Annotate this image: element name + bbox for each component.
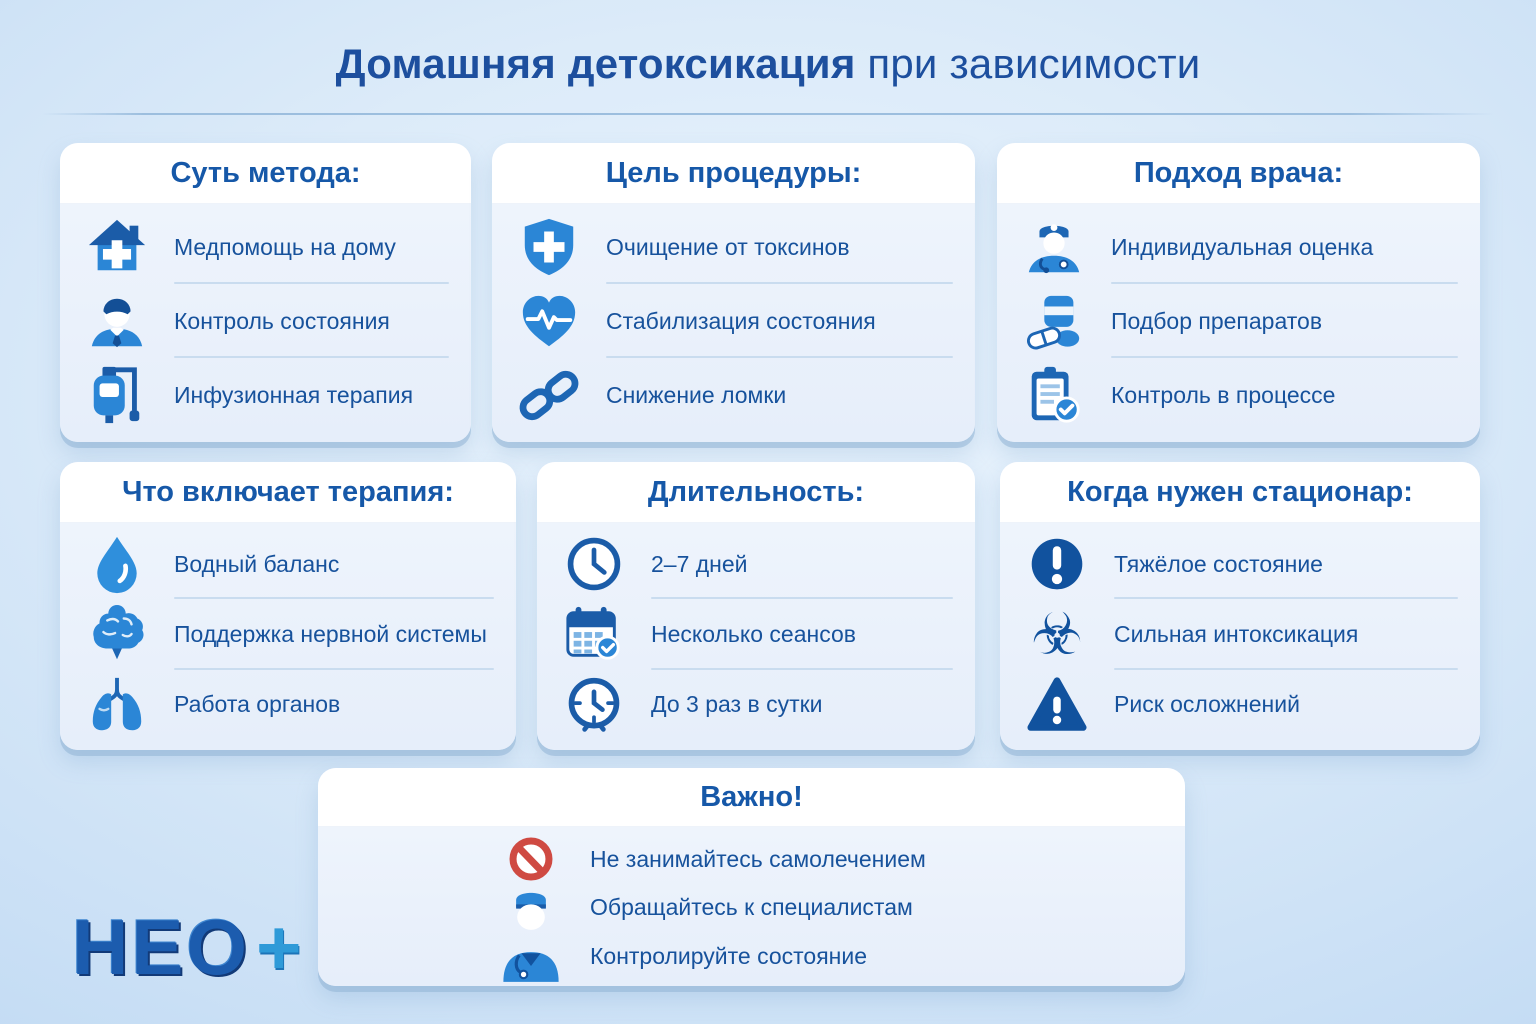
item-label: Сильная интоксикация — [1114, 620, 1359, 647]
card-title: Суть метода: — [170, 156, 361, 189]
list-item — [557, 529, 959, 599]
card-header — [1000, 462, 1480, 523]
list-item — [80, 358, 455, 432]
card-header — [60, 143, 471, 204]
heart-pulse-icon — [512, 290, 586, 352]
brand-logo — [72, 902, 305, 992]
alarm-clock-icon — [557, 675, 631, 735]
card-body — [60, 523, 516, 750]
card-therapy-includes — [60, 462, 516, 750]
item-label: Несколько сеансов — [651, 620, 856, 647]
item-label: Тяжёлое состояние — [1114, 550, 1323, 577]
card-header — [492, 143, 975, 204]
card-title: Цель процедуры: — [605, 156, 862, 189]
list-item — [80, 284, 455, 358]
brand-logo-text: НЕО — [72, 903, 251, 991]
card-doctor-approach — [997, 143, 1480, 442]
item-label: Поддержка нервной системы — [174, 620, 487, 647]
list-item — [1017, 284, 1464, 358]
item-label: Очищение от токсинов — [606, 233, 850, 260]
item-label: Подбор препаратов — [1111, 307, 1323, 334]
iv-bag-icon — [80, 364, 154, 426]
surgeon-icon — [488, 883, 574, 983]
clipboard-check-icon — [1017, 364, 1091, 426]
item-label: 2–7 дней — [651, 550, 748, 577]
clock-icon — [557, 534, 631, 594]
lungs-icon — [80, 674, 154, 736]
item-label: Контроль состояния — [174, 307, 390, 334]
item-label: До 3 раз в сутки — [651, 691, 823, 718]
card-title: Важно! — [700, 780, 803, 813]
item-label: Инфузионная терапия — [174, 381, 414, 408]
page-title-regular: при зависимости — [855, 40, 1201, 87]
list-item — [512, 210, 959, 284]
card-duration — [537, 462, 975, 750]
list-item — [1020, 599, 1464, 669]
item-label: Медпомощь на дому — [174, 233, 396, 260]
list-item — [1020, 670, 1464, 740]
item-label: Работа органов — [174, 691, 341, 718]
exclamation-circle-icon — [1020, 534, 1094, 594]
item-label: Стабилизация состояния — [606, 307, 876, 334]
biohazard-icon: ☣ — [1031, 600, 1083, 669]
calendar-check-icon — [557, 603, 631, 665]
card-title: Подход врача: — [1133, 156, 1344, 189]
item-label: Водный баланс — [174, 550, 340, 577]
card-body — [1000, 523, 1480, 750]
list-item — [1017, 358, 1464, 432]
item-label: Снижение ломки — [606, 381, 787, 408]
list-item — [80, 529, 500, 599]
list-item — [80, 210, 455, 284]
item-label: Индивидуальная оценка — [1111, 233, 1374, 260]
water-drop-icon — [80, 534, 154, 594]
card-title: Когда нужен стационар: — [1067, 475, 1413, 508]
plus-icon: + — [256, 903, 305, 991]
card-title: Что включает терапия: — [122, 475, 454, 508]
no-sign-icon — [488, 834, 574, 884]
page-title — [0, 40, 1536, 88]
house-cross-icon — [80, 216, 154, 278]
card-header — [318, 768, 1185, 827]
card-hospital-needed — [1000, 462, 1480, 750]
card-important — [318, 768, 1185, 986]
list-item — [80, 670, 500, 740]
card-body — [60, 204, 471, 442]
card-procedure-goal — [492, 143, 975, 442]
warning-triangle-icon — [1020, 675, 1094, 735]
card-body — [492, 204, 975, 442]
card-body — [997, 204, 1480, 442]
card-header — [997, 143, 1480, 204]
list-item — [1020, 529, 1464, 599]
brain-icon — [80, 603, 154, 665]
item-label: Не занимайтесь самолечением — [590, 845, 926, 872]
shield-cross-icon — [512, 216, 586, 278]
list-item — [80, 599, 500, 669]
list-item — [1017, 210, 1464, 284]
doctor-cap-icon — [1017, 216, 1091, 278]
pills-icon — [1017, 290, 1091, 352]
page-title-bold: Домашняя детоксикация — [335, 40, 856, 87]
card-header — [537, 462, 975, 523]
list-item — [557, 599, 959, 669]
item-label: Контроль в процессе — [1111, 381, 1336, 408]
title-divider — [42, 113, 1494, 115]
card-body — [537, 523, 975, 750]
card-body — [318, 827, 1185, 986]
list-item — [512, 284, 959, 358]
list-item — [557, 670, 959, 740]
list-item — [512, 358, 959, 432]
item-label: Риск осложнений — [1114, 691, 1300, 718]
card-title: Длительность: — [647, 475, 865, 508]
item-label: Обращайтесь к специалистам — [590, 893, 913, 920]
chain-icon — [512, 364, 586, 426]
doctor-icon — [80, 290, 154, 352]
card-method-essence — [60, 143, 471, 442]
item-label: Контролируйте состояние — [590, 942, 868, 969]
card-header — [60, 462, 516, 523]
